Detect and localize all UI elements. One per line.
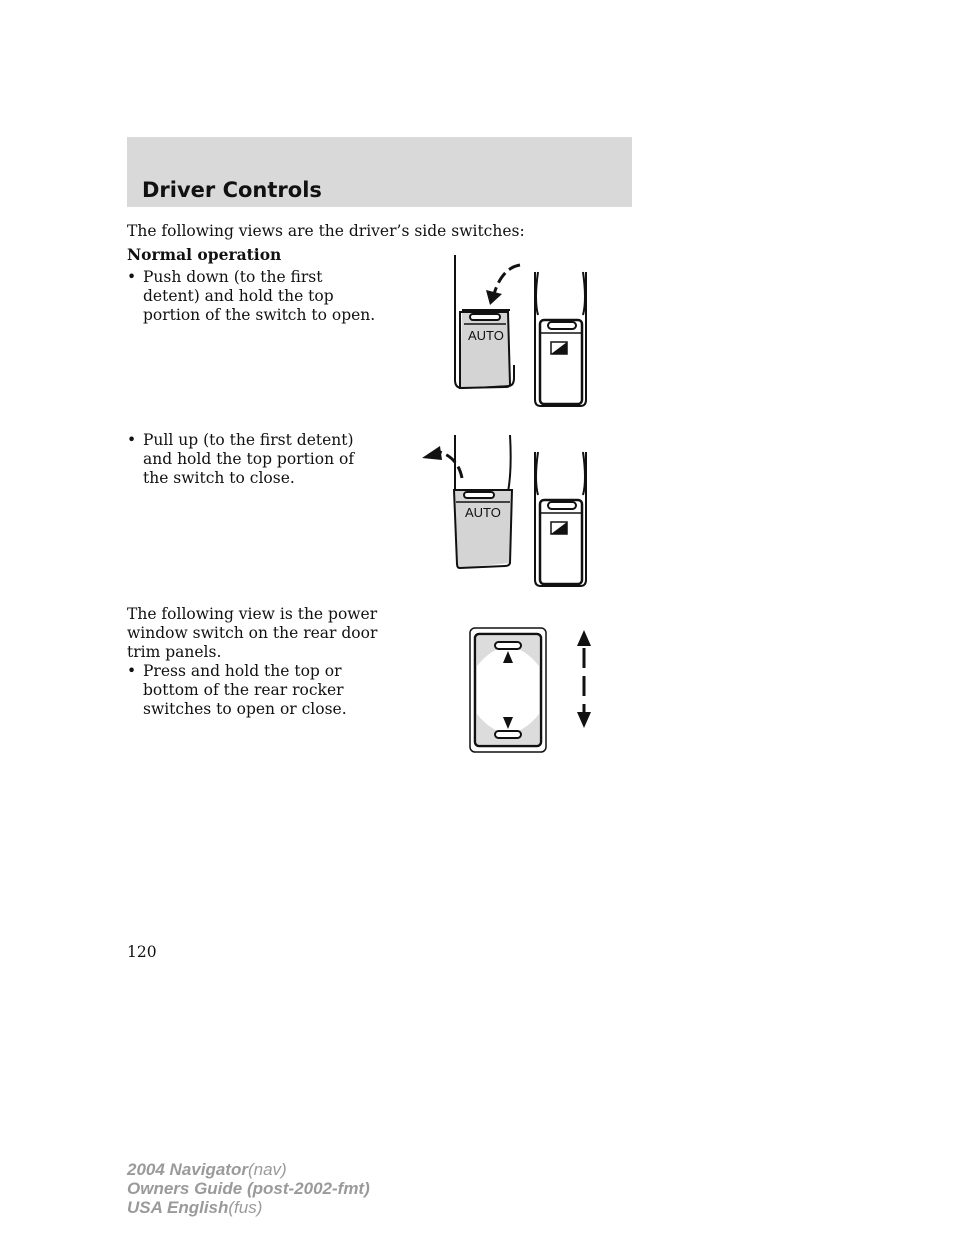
- arrow-up-head: [422, 446, 442, 460]
- bullet-open-text: Push down (to the first detent) and hold the top portion of the switch to open.: [143, 268, 376, 324]
- footer-language-code: (fus): [228, 1198, 263, 1217]
- bullet-dot: •: [127, 268, 137, 286]
- footer-line-3: [127, 1198, 370, 1217]
- footer-line-2: [127, 1179, 370, 1198]
- bullet-close-text: Pull up (to the first detent) and hold the top portion of the switch to close.: [143, 431, 355, 487]
- footer-language: USA English: [127, 1198, 229, 1217]
- auto-switch-pulled: [454, 435, 512, 568]
- section-subhead: Normal operation: [127, 245, 282, 264]
- arrow-up: [440, 452, 462, 478]
- figure-pull-up-close: [410, 430, 610, 595]
- footer-line-1: [127, 1160, 370, 1179]
- arrow-down-head: [486, 290, 502, 305]
- figure-rear-rocker-switch: [460, 620, 610, 760]
- down-triangle-icon: [503, 717, 513, 729]
- footer-model-code: (nav): [247, 1160, 287, 1179]
- up-triangle-icon: [503, 651, 513, 663]
- figure-push-down-open: [410, 250, 610, 415]
- page-number: 120: [127, 943, 157, 961]
- up-down-arrow-icon: [577, 630, 591, 728]
- footer-meta: [127, 1160, 370, 1217]
- rocker-switch: [470, 628, 546, 752]
- auto-label: AUTO: [465, 505, 501, 520]
- footer-guide: Owners Guide (post-2002-fmt): [127, 1179, 370, 1198]
- bullet-dot: •: [127, 431, 137, 449]
- auto-label: AUTO: [468, 328, 504, 343]
- page-title: Driver Controls: [142, 178, 322, 202]
- intro-text: The following views are the driver’s side switches:: [127, 222, 525, 240]
- window-switch: [535, 452, 586, 586]
- bullet-rear-text: Press and hold the top or bottom of the rear rocker switches to open or close.: [143, 662, 347, 718]
- window-switch: [535, 272, 586, 406]
- footer-model: 2004 Navigator: [127, 1160, 248, 1179]
- arrow-down: [494, 265, 520, 294]
- rear-intro-text: The following view is the power window switch on the rear door trim panels.: [127, 605, 378, 661]
- bullet-dot: •: [127, 662, 137, 680]
